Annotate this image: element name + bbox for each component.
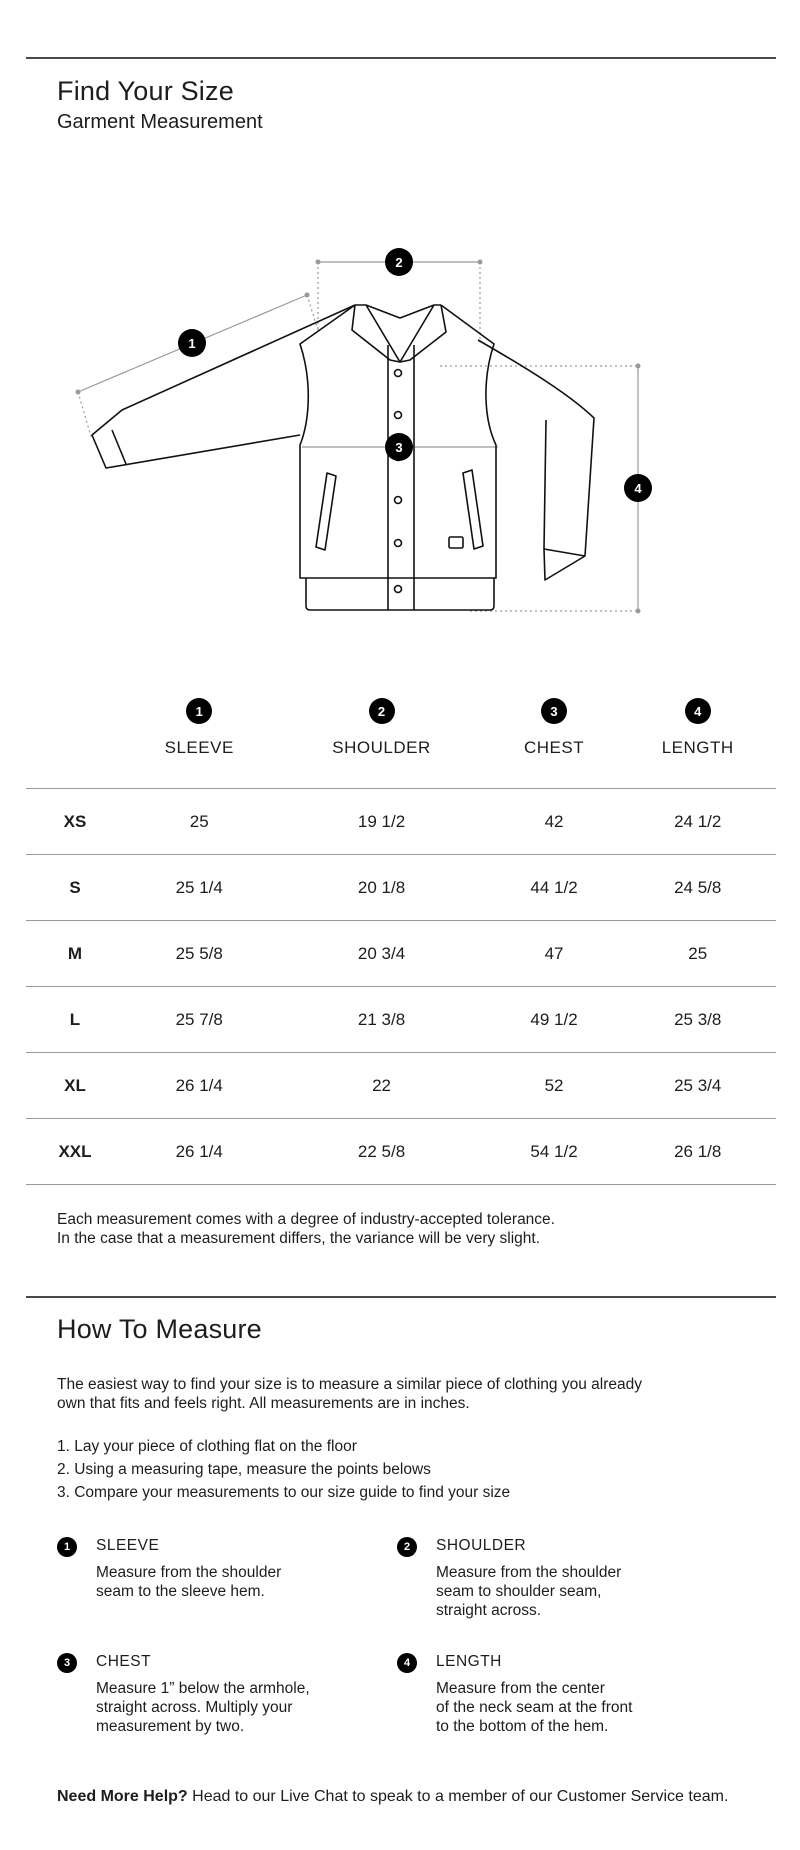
point-description: Measure from the center of the neck seam at the front to the bottom of the hem.: [436, 1680, 633, 1735]
table-cell: 47: [489, 921, 620, 987]
number-badge: 3: [57, 1653, 77, 1673]
jacket-measurement-diagram: [0, 230, 800, 650]
help-body: Head to our Live Chat to speak to a member of our Customer Service team.: [187, 1788, 729, 1805]
size-label: XS: [26, 789, 124, 855]
number-badge: 2: [369, 698, 395, 724]
help-text: [57, 1788, 728, 1806]
size-label: S: [26, 855, 124, 921]
column-header-length: 4 LENGTH: [619, 688, 776, 789]
size-label: L: [26, 987, 124, 1053]
table-cell: 20 3/4: [274, 921, 488, 987]
table-cell: 24 1/2: [619, 789, 776, 855]
list-item: 3. Compare your measurements to our size guide to find your size: [57, 1484, 511, 1501]
size-chart-table: [26, 688, 776, 1185]
table-row: [26, 789, 776, 855]
number-badge: 4: [685, 698, 711, 724]
table-cell: 42: [489, 789, 620, 855]
table-cell: 25 7/8: [124, 987, 274, 1053]
number-badge: 1: [186, 698, 212, 724]
svg-text:3: 3: [395, 440, 403, 455]
list-item: 2. Using a measuring tape, measure the points belows: [57, 1461, 431, 1478]
measure-steps-list: [57, 1435, 510, 1504]
table-cell: 21 3/8: [274, 987, 488, 1053]
table-cell: 25 3/4: [619, 1053, 776, 1119]
table-cell: 25: [124, 789, 274, 855]
point-title: SHOULDER: [436, 1537, 527, 1554]
table-header-row: [26, 688, 776, 789]
table-cell: 52: [489, 1053, 620, 1119]
point-title: LENGTH: [436, 1653, 502, 1670]
table-cell: 49 1/2: [489, 987, 620, 1053]
size-label: XL: [26, 1053, 124, 1119]
list-item: 1. Lay your piece of clothing flat on the floor: [57, 1438, 357, 1455]
how-to-measure-title: How To Measure: [57, 1314, 262, 1344]
size-label: M: [26, 921, 124, 987]
number-badge: 1: [57, 1537, 77, 1557]
size-column-header: [26, 688, 124, 789]
column-header-chest: 3 CHEST: [489, 688, 620, 789]
marker-2-shoulder: [385, 248, 413, 276]
table-row: [26, 1053, 776, 1119]
table-cell: 26 1/8: [619, 1119, 776, 1185]
table-cell: 22 5/8: [274, 1119, 488, 1185]
point-title: SLEEVE: [96, 1537, 160, 1554]
column-header-sleeve: 1 SLEEVE: [124, 688, 274, 789]
point-description: Measure from the shoulder seam to shoulder seam, straight across.: [436, 1564, 622, 1619]
number-badge: 4: [397, 1653, 417, 1673]
number-badge: 2: [397, 1537, 417, 1557]
svg-text:2: 2: [395, 255, 403, 270]
page-subtitle: Garment Measurement: [57, 111, 263, 133]
marker-1-sleeve: [178, 329, 206, 357]
help-heading: Need More Help?: [57, 1788, 188, 1805]
top-divider: [26, 57, 776, 59]
marker-3-chest: [385, 433, 413, 461]
table-row: [26, 1119, 776, 1185]
table-cell: 19 1/2: [274, 789, 488, 855]
table-cell: 44 1/2: [489, 855, 620, 921]
table-cell: 25 1/4: [124, 855, 274, 921]
point-description: Measure from the shoulder seam to the sleeve hem.: [96, 1564, 282, 1600]
table-cell: 20 1/8: [274, 855, 488, 921]
table-cell: 24 5/8: [619, 855, 776, 921]
svg-text:1: 1: [188, 336, 196, 351]
column-header-shoulder: 2 SHOULDER: [274, 688, 488, 789]
table-cell: 26 1/4: [124, 1119, 274, 1185]
point-description: Measure 1” below the armhole, straight across. Multiply your measurement by two.: [96, 1680, 310, 1735]
number-badge: 3: [541, 698, 567, 724]
page-title: Find Your Size: [57, 76, 234, 106]
table-row: [26, 987, 776, 1053]
svg-text:4: 4: [634, 481, 642, 496]
table-cell: 25: [619, 921, 776, 987]
section-divider: [26, 1296, 776, 1298]
jacket-outline: [92, 305, 594, 610]
tolerance-note: Each measurement comes with a degree of industry-accepted tolerance. In the case that a measurement differs, the variance will be very slight.: [57, 1211, 555, 1247]
point-title: CHEST: [96, 1653, 152, 1670]
table-cell: 22: [274, 1053, 488, 1119]
table-cell: 25 5/8: [124, 921, 274, 987]
table-row: [26, 921, 776, 987]
table-cell: 54 1/2: [489, 1119, 620, 1185]
table-cell: 25 3/8: [619, 987, 776, 1053]
marker-4-length: [624, 474, 652, 502]
size-label: XXL: [26, 1119, 124, 1185]
how-to-intro: The easiest way to find your size is to measure a similar piece of clothing you already own that fits and feels right. All measurements are in inches.: [57, 1376, 642, 1412]
table-row: [26, 855, 776, 921]
table-cell: 26 1/4: [124, 1053, 274, 1119]
